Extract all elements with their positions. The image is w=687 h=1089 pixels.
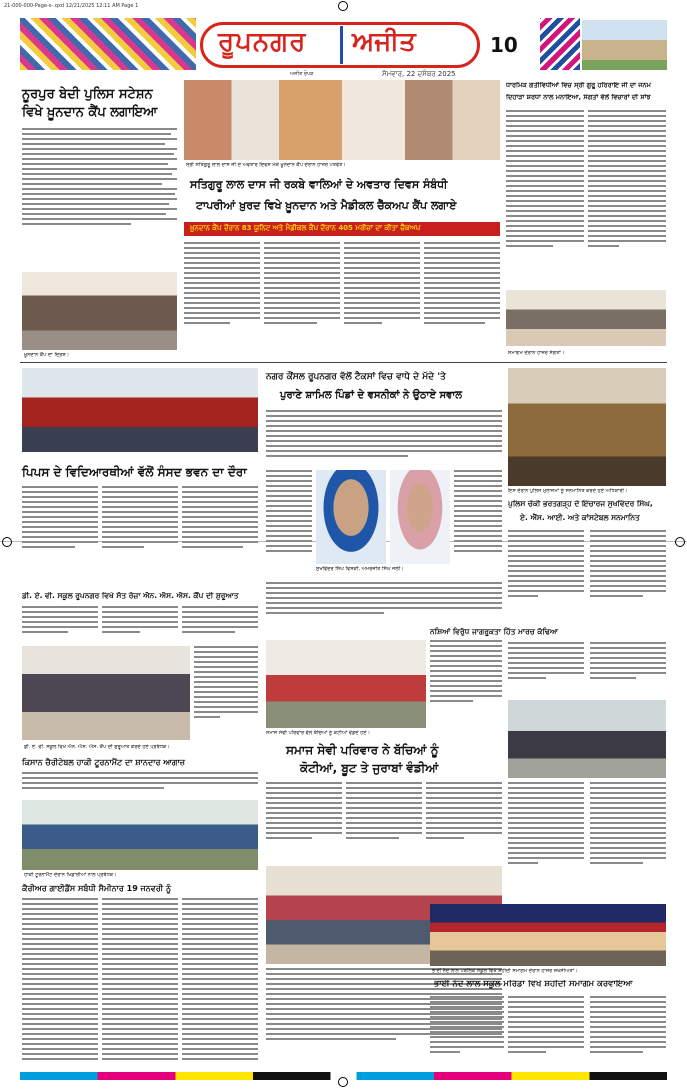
masthead-divider [340, 26, 343, 64]
gurgadi-body-col2 [588, 110, 666, 288]
nurpur-headline-2: ਵਿਖੇ ਖ਼ੂਨਦਾਨ ਕੈਂਪ ਲਗਾਇਆ [22, 105, 158, 120]
satguru-headline-2: ਟਾਪਰੀਆਂ ਖ਼ੁਰਦ ਵਿਖੇ ਖ਼ੂਨਦਾਨ ਅਤੇ ਮੈਡੀਕਲ ਚੈੱਕਅਪ ਕੈਂਪ ਲਗਾਏ [196, 199, 457, 212]
nagar-council-headline-1: ਨਗਰ ਕੌਂਸਲ ਰੂਪਨਗਰ ਵੱਲੋਂ ਟੈਕਸਾਂ ਵਿਚ ਵਾਧੇ ਦੇ ਮੱਦੇ 'ਤੇ [266, 372, 446, 382]
seminar-headline: ਕੈਰੀਅਰ ਗਾਈਡੈਂਸ ਸਬੰਧੀ ਸੈਮੀਨਾਰ 19 ਜਨਵਰੀ ਨੂੰ [22, 884, 172, 893]
pips-photo-caption [24, 454, 254, 460]
pips-photo [22, 368, 258, 452]
police-caption: ਇਸ ਦੌਰਾਨ ਪੁਲਿਸ ਮੁਲਾਜ਼ਮਾਂ ਨੂੰ ਸਨਮਾਨਿਤ ਕਰਦੇ ਹੋਏ ਅਧਿਕਾਰੀ। [508, 488, 628, 494]
dav-nss-body-col3 [182, 606, 258, 642]
masthead-border-ornament [20, 18, 196, 70]
dav-nss-headline: ਡੀ. ਏ. ਵੀ. ਸਕੂਲ ਰੂਪਨਗਰ ਵਿਖੇ ਸੱਤ ਰੋਜ਼ਾ ਐਨ. ਐਸ. ਐਸ. ਕੈਂਪ ਦੀ ਸ਼ੁਰੂਆਤ [22, 592, 239, 600]
samaj-sevi-top-photo [266, 640, 426, 728]
registration-mark-icon [338, 1077, 348, 1087]
satguru-headline-1: ਸਤਿਗੁਰੂ ਲਾਲ ਦਾਸ ਜੀ ਰਕਬੇ ਵਾਲਿਆਂ ਦੇ ਅਵਤਾਰ ਦਿਵਸ ਸੰਬੰਧੀ [190, 178, 448, 191]
registration-mark-icon [338, 1, 348, 11]
samaj-sevi-headline-2: ਕੋਟੀਆਂ, ਬੂਟ ਤੇ ਜੁਰਾਬਾਂ ਵੰਡੀਆਂ [300, 761, 439, 775]
masthead-fort-image [582, 20, 667, 70]
satguru-photo-caption: ਸ੍ਰੀ ਸਤਿਗੁਰੂ ਲਾਲ ਦਾਸ ਜੀ ਦੇ ਅਵਤਾਰ ਦਿਵਸ ਮੌਕੇ ਖ਼ੂਨਦਾਨ ਕੈਂਪ ਦੌਰਾਨ ਹਾਜ਼ਰ ਪਤਵੰਤੇ। [186, 162, 346, 168]
nagar-council-body-bottom [266, 582, 502, 622]
nagar-council-caption: ਸੁਖਵਿੰਦਰ ਸਿੰਘ ਵਿਸਕੀ, ਅਮਰਜੀਤ ਸਿੰਘ ਜੋਲੀ। [316, 566, 404, 572]
samaj-sevi-body-col2 [346, 782, 422, 862]
samaj-sevi-headline-1: ਸਮਾਜ ਸੇਵੀ ਪਰਿਵਾਰ ਨੇ ਬੱਚਿਆਂ ਨੂੰ [286, 743, 439, 757]
nagar-council-body-top [266, 410, 502, 466]
bhai-nand-lal-body-col0 [430, 996, 504, 1068]
registration-mark-icon [2, 537, 12, 547]
masthead-paper: ਅਜੀਤ [352, 27, 416, 57]
nagar-council-photo-left [316, 470, 386, 564]
page-number: 10 [490, 33, 518, 57]
pips-headline: ਪਿਪਸ ਦੇ ਵਿਦਿਆਰਥੀਆਂ ਵੱਲੋਂ ਸੰਸਦ ਭਵਨ ਦਾ ਦੌਰਾ [22, 465, 247, 479]
dav-nss-body-col1 [22, 606, 98, 642]
gurgadi-headline-1: ਧਾਰਮਿਕ ਗਤੀਵਿਧੀਆਂ ਵਿਚ ਸ੍ਰੀ ਗੁਰੂ ਹਰਿਰਾਇ ਜੀ ਦਾ ਜਨਮ [506, 82, 651, 89]
masthead [20, 16, 667, 78]
gurgadi-headline-2: ਦਿਹਾੜਾ ਸ਼ਰਧਾ ਨਾਲ ਮਨਾਇਆ, ਸੰਗਤਾਂ ਵੱਲੋਂ ਵਿਚਾਰਾਂ ਦੀ ਸਾਂਝ [506, 94, 651, 101]
satguru-photo [184, 80, 500, 160]
satguru-body-col1 [184, 242, 260, 352]
nagar-council-body-left [266, 470, 312, 580]
satguru-body-col4 [424, 242, 500, 352]
satguru-subhead: ਖ਼ੂਨਦਾਨ ਕੈਂਪ ਦੌਰਾਨ 83 ਯੂਨਿਟ ਅਤੇ ਮੈਡੀਕਲ ਕੈਂਪ ਦੌਰਾਨ 405 ਮਰੀਜ਼ਾਂ ਦਾ ਕੀਤਾ ਚੈੱਕਅਪ [190, 224, 421, 232]
hockey-headline: ਕਿਸਾਨ ਚੈਰੀਟੇਬਲ ਹਾਕੀ ਟੂਰਨਾਮੈਂਟ ਦਾ ਸ਼ਾਨਦਾਰ ਆਗਾਜ਼ [22, 758, 185, 767]
pips-body-col1 [22, 486, 98, 568]
samaj-sevi-body-col3 [426, 782, 502, 862]
drugs-march-body-col3 [508, 782, 584, 902]
hockey-body [22, 772, 258, 798]
pips-body-col3 [182, 486, 258, 568]
masthead-border-ornament [540, 18, 580, 70]
seminar-body-col3 [182, 898, 258, 1068]
bhai-nand-lal-photo [430, 904, 666, 966]
police-body-col1 [508, 530, 584, 622]
police-body-col2 [590, 530, 666, 622]
police-headline-1: ਪੁਲਿਸ ਚੌਕੀ ਭਰਤਗੜ੍ਹ ਦੇ ਇੰਚਾਰਜ ਸੁਖਵਿੰਦਰ ਸਿੰਘ, [508, 500, 653, 508]
dav-nss-caption: ਡੀ. ਏ. ਵੀ. ਸਕੂਲ ਵਿਖੇ ਐਨ. ਐਸ. ਐਸ. ਕੈਂਪ ਦੀ ਸ਼ੁਰੂਆਤ ਕਰਦੇ ਹੋਏ ਪ੍ਰਬੰਧਕ। [24, 744, 170, 750]
gurgadi-photo [506, 290, 666, 346]
dav-nss-photo [22, 646, 190, 740]
samaj-sevi-top-body [430, 640, 502, 728]
nurpur-caption: ਖ਼ੂਨਦਾਨ ਕੈਂਪ ਦਾ ਦ੍ਰਿਸ਼। [24, 352, 70, 358]
nagar-council-body-right [454, 470, 502, 580]
print-slug: 21-000-000-Page-s-.qxd 12/21/2025 12:11 AM Page 1 [4, 3, 139, 9]
masthead-date: ਸੋਮਵਾਰ, 22 ਦਸੰਬਰ 2025 [382, 70, 456, 78]
nurpur-photo [22, 272, 177, 350]
masthead-city: ਰੂਪਨਗਰ [218, 27, 307, 57]
drugs-march-body-col1 [508, 642, 584, 698]
drugs-march-body-col2 [590, 642, 666, 698]
bhai-nand-lal-body-col1 [508, 996, 584, 1068]
police-photo [508, 368, 666, 486]
hockey-photo [22, 800, 258, 870]
section-rule [20, 362, 667, 363]
seminar-body-col1 [22, 898, 98, 1068]
pips-body-col2 [102, 486, 178, 568]
nagar-council-headline-2: ਪੁਰਾਣੇ ਸ਼ਾਮਿਲ ਪਿੰਡਾਂ ਦੇ ਵਸਨੀਕਾਂ ਨੇ ਉਠਾਏ ਸਵਾਲ [280, 390, 463, 401]
nagar-council-photo-right [390, 470, 450, 564]
dav-nss-body-col2 [102, 606, 178, 642]
nurpur-body [22, 128, 177, 266]
satguru-body-col3 [344, 242, 420, 352]
gurgadi-caption: ਸਮਾਗਮ ਦੌਰਾਨ ਹਾਜ਼ਰ ਸੰਗਤਾਂ। [508, 350, 565, 356]
samaj-sevi-photo-caption: ਸਮਾਜ ਸੇਵੀ ਪਰਿਵਾਰ ਵੱਲੋਂ ਬੱਚਿਆਂ ਨੂੰ ਕੋਟੀਆਂ ਵੰਡਦੇ ਹੋਏ। [266, 730, 370, 736]
drugs-march-headline: ਨਸ਼ਿਆਂ ਵਿਰੁੱਧ ਜਾਗਰੂਕਤਾ ਹਿੱਤ ਮਾਰਚ ਕੱਢਿਆ [430, 627, 558, 636]
bhai-nand-lal-body-col2 [590, 996, 666, 1068]
bhai-nand-lal-caption: ਭਾਈ ਨੰਦ ਲਾਲ ਪਬਲਿਕ ਸਕੂਲ ਵਿਖੇ ਸ਼ਹੀਦੀ ਸਮਾਗਮ ਦੌਰਾਨ ਹਾਜ਼ਰ ਸ਼ਖ਼ਸੀਅਤਾਂ। [432, 968, 578, 974]
dav-nss-body-side [194, 646, 258, 746]
satguru-body-col2 [264, 242, 340, 352]
police-headline-2: ਏ. ਐੱਸ. ਆਈ. ਅਤੇ ਕਾਂਸਟੇਬਲ ਸਨਮਾਨਿਤ [520, 513, 640, 522]
drugs-march-photo [508, 700, 666, 778]
samaj-sevi-body-col1 [266, 782, 342, 862]
registration-mark-icon [675, 537, 685, 547]
seminar-body-col2 [102, 898, 178, 1068]
nurpur-headline-1: ਨੂਰਪੁਰ ਬੇਦੀ ਪੁਲਿਸ ਸਟੇਸ਼ਨ [22, 87, 153, 102]
hockey-caption: ਹਾਕੀ ਟੂਰਨਾਮੈਂਟ ਦੌਰਾਨ ਖਿਡਾਰੀਆਂ ਨਾਲ ਪ੍ਰਬੰਧਕ। [24, 872, 117, 878]
bhai-nand-lal-headline: ਭਾਈ ਨੰਦ ਲਾਲ ਸਕੂਲ ਮੋਰਿੰਡਾ ਵਿਖੇ ਸ਼ਹੀਦੀ ਸਮਾਗਮ ਕਰਵਾਇਆ [434, 980, 633, 989]
gurgadi-body-col1 [506, 110, 584, 288]
masthead-edition: ਅਜੀਤ ਰੋਪੜ [290, 71, 314, 77]
drugs-march-body-col4 [590, 782, 666, 902]
